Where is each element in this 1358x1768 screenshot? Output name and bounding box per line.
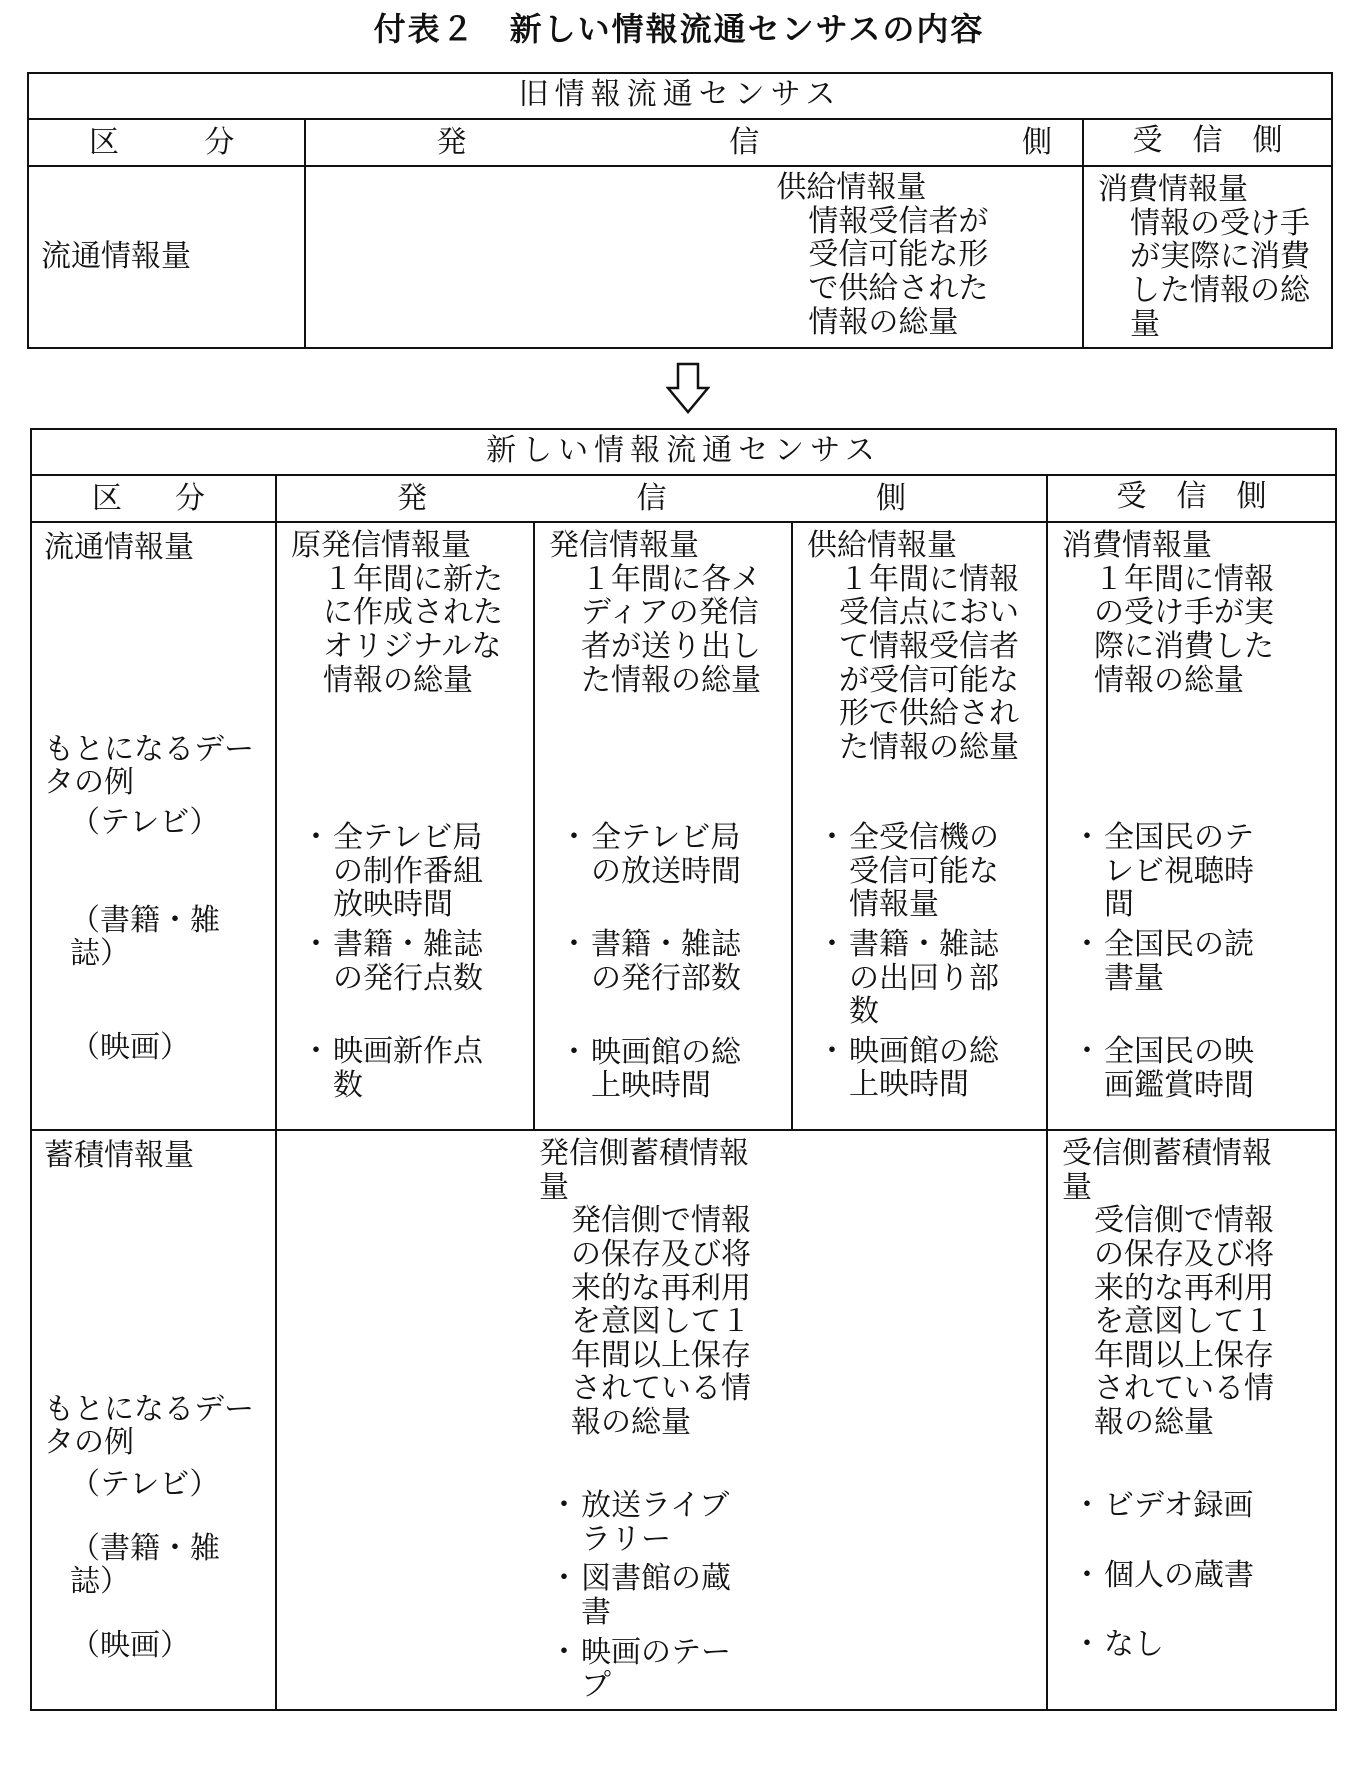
movie-example: ・ 全国民の映 画鑑賞時間 [1062,1035,1325,1102]
old-col-send: 発 信 側 [305,119,1083,167]
flow-label: 流通情報量 [44,530,194,566]
stock-recv-tv: ・ ビデオ録画 [1062,1489,1325,1523]
book-label: （書籍・雑誌） [70,902,220,972]
book-label: （書籍・雑誌） [70,1530,220,1600]
col-title: 供給情報量 [807,528,957,564]
movie-example: ・ 映画館の総 上映時間 [807,1035,1036,1102]
stock-recv-book: ・ 個人の蔵書 [1062,1559,1325,1593]
new-flow-label-cell [31,522,276,1130]
old-census-table [27,72,1333,349]
old-col-receive: 受 信 側 [1083,119,1332,167]
old-supply-cell: 供給情報量 情報受信者が 受信可能な形 で供給された 情報の総量 [305,166,1083,348]
page-title: 付表２ 新しい情報流通センサスの内容 [373,10,985,48]
tv-label: （テレビ） [70,1466,220,1502]
stock-recv-cell: 受信側蓄積情報 量 受信側で情報 の保存及び将 来的な再利用 を意図して１ 年間以上保存 されている情 報の総量 ・ ビデオ録画 ・ 個人の蔵書 ・ なし [1047,1130,1336,1710]
old-consume-title: 消費情報量 [1098,172,1248,208]
tv-example: ・ 全受信機の 受信可能な 情報量 [807,821,1036,922]
old-row-flow: 流通情報量 [28,166,305,348]
col-title: 消費情報量 [1062,528,1212,564]
old-col-category: 区 分 [28,119,305,167]
send-cell: 発信情報量 １年間に各メ ディアの発信 者が送り出し た情報の総量 ・ 全テレビ局 の放送時間 ・ 書籍・雑誌 の発行部数 ・ 映画館の総 上映時間 [534,522,792,1130]
stock-label: 蓄積情報量 [44,1138,194,1174]
origin-send-cell: 原発信情報量 １年間に新た に作成された オリジナルな 情報の総量 ・ 全テレビ局 の制作番組 放映時間 ・ 書籍・雑誌 の発行点数 ・ 映画新作点 数 [276,522,534,1130]
new-col-receive: 受 信 側 [1047,475,1336,523]
book-example: ・ 書籍・雑誌 の発行部数 [549,928,781,995]
old-supply-title: 供給情報量 [776,170,927,206]
tv-example: ・ 全テレビ局 の放送時間 [549,821,781,888]
book-example: ・ 書籍・雑誌 の出回り部 数 [807,928,1036,1029]
stock-recv-movie: ・ なし [1062,1628,1325,1662]
tv-label: （テレビ） [70,804,220,840]
data-example-label: もとになるデー タの例 [44,731,254,801]
movie-example: ・ 映画館の総 上映時間 [549,1036,781,1103]
old-consume-cell: 消費情報量 情報の受け手 が実際に消費 した情報の総 量 [1083,166,1332,348]
new-col-send: 発 信 側 [276,475,1047,523]
old-header: 旧情報流通センサス [28,73,1332,119]
new-stock-label-cell [31,1130,276,1710]
data-example-label: もとになるデー タの例 [44,1391,254,1461]
down-arrow-icon [666,362,710,414]
tv-example: ・ 全国民のテ レビ視聴時 間 [1062,821,1325,922]
stock-send-cell: 発信側蓄積情報 量 発信側で情報 の保存及び将 来的な再利用 を意図して１ 年間以上保存 されている情 報の総量 ・ 放送ライブ ラリー ・ 図書館の蔵 書 ・ 映画のテー プ [276,1130,1047,1710]
movie-label: （映画） [70,1029,190,1065]
new-col-category: 区 分 [31,475,276,523]
movie-label: （映画） [70,1627,190,1663]
col-title: 発信情報量 [549,528,699,564]
book-example: ・ 全国民の読 書量 [1062,928,1325,995]
consume-cell: 消費情報量 １年間に情報 の受け手が実 際に消費した 情報の総量 ・ 全国民のテ レビ視聴時 間 ・ 全国民の読 書量 ・ 全国民の映 画鑑賞時間 [1047,522,1336,1130]
book-example: ・ 書籍・雑誌 の発行点数 [291,928,523,995]
movie-example: ・ 映画新作点 数 [291,1035,523,1102]
new-census-table [30,428,1337,1711]
supply-cell: 供給情報量 １年間に情報 受信点におい て情報受信者 が受信可能な 形で供給され た情報の総量 ・ 全受信機の 受信可能な 情報量 ・ 書籍・雑誌 の出回り部 数 ・ 映画館の総 上映時間 [792,522,1047,1130]
stock-send-movie: ・ 映画のテー プ [539,1636,1046,1703]
stock-send-tv: ・ 放送ライブ ラリー [539,1489,1046,1556]
tv-example: ・ 全テレビ局 の制作番組 放映時間 [291,821,523,922]
stock-recv-title: 受信側蓄積情報 量 [1062,1136,1272,1205]
col-title: 原発信情報量 [291,528,471,564]
stock-send-title: 発信側蓄積情報 量 [539,1136,749,1205]
stock-send-book: ・ 図書館の蔵 書 [539,1562,1046,1629]
new-header: 新しい情報流通センサス [31,429,1336,475]
